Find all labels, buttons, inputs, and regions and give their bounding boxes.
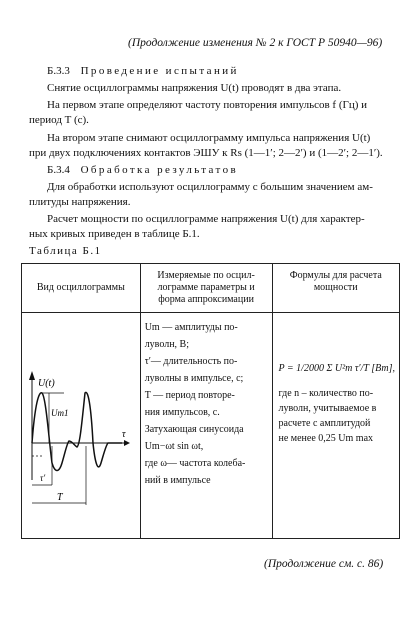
formula-note-line: расчете с амплитудой [278, 418, 371, 429]
formula-note-line: не менее 0,25 Um max [278, 433, 374, 444]
paragraph-2-line-2: период T (с). [29, 114, 89, 126]
section-title: Обработка результатов [80, 164, 239, 176]
section-heading-b33 [47, 64, 239, 78]
param-line: Um — амплитуды по- [144, 322, 238, 333]
section-number: Б.3.4 [47, 164, 70, 176]
paragraph-4-line-1: Для обработки используют осциллограмму с большим значением ам- [47, 181, 373, 193]
param-line: τ′— длительность по- [144, 356, 238, 367]
table-b1 [21, 263, 400, 539]
col3-header [272, 264, 400, 313]
oscillogram-cell [22, 313, 141, 539]
param-line: где ω— частота колеба- [144, 458, 246, 469]
tau-prime-label: τ′ [40, 473, 46, 483]
param-line: луволн, В; [144, 339, 189, 350]
y-axis-arrow [29, 371, 35, 380]
formula-note-line: где n – количество по- [278, 388, 374, 399]
table-caption: Таблица Б.1 [29, 245, 102, 257]
paragraph-2-line-1: На первом этапе определяют частоту повторения импульсов f (Гц) и [47, 99, 368, 111]
formula-cell [272, 313, 400, 539]
parameters-cell [140, 313, 272, 539]
section-heading-b34 [47, 163, 238, 177]
paragraph-3-line-1: На втором этапе снимают осциллограмму импульса напряжения U(t) [47, 132, 371, 144]
x-axis-label: τ [122, 429, 126, 440]
section-title: Проведение испытаний [80, 65, 239, 77]
amplitude-label: Um1 [51, 408, 69, 418]
param-line: ний в импульсе [144, 475, 211, 486]
paragraph-4-line-2: плитуды напряжения. [29, 196, 131, 208]
oscillogram-graph [22, 313, 135, 535]
section-number: Б.3.3 [47, 65, 70, 77]
col2-header [140, 264, 272, 313]
page-header: (Продолжение изменения № 2 к ГОСТ Р 50940—96) [128, 37, 383, 49]
col2-header-line: лограмме параметры и [157, 282, 255, 293]
col3-header-line: мощности [313, 282, 358, 293]
table-header-row [22, 264, 400, 313]
y-axis-label: U(t) [38, 378, 55, 389]
formula-note-line: луволн, учитываемое в [278, 403, 377, 414]
col2-header-line: форма аппроксимации [158, 294, 254, 305]
col2-header-line: Измеряемые по осцил- [157, 270, 255, 281]
paragraph-5-line-1: Расчет мощности по осциллограмме напряжения U(t) для характер- [47, 213, 365, 225]
damped-sine-curve [32, 392, 122, 470]
param-line: T — период повторе- [144, 390, 235, 401]
paragraph-1: Снятие осциллограммы напряжения U(t) проводят в два этапа. [47, 82, 342, 94]
col3-header-line: Формулы для расчета [289, 270, 382, 281]
col1-header: Вид осциллограммы [22, 264, 141, 313]
approximation-formula: Um−ωt sin ωt, [144, 441, 204, 452]
power-formula: P = 1/2000 Σ U²m τ′/T [Вт], [278, 363, 395, 374]
param-line: ния импульсов, с. [144, 407, 220, 418]
param-line: луволны в импульсе, с; [144, 373, 244, 384]
param-line: Затухающая синусоида [144, 424, 244, 435]
x-axis-arrow [124, 440, 130, 446]
paragraph-3-line-2: при двух подключениях контактов ЭШУ к Rs (1—1′; 2—2′) и (1—2′; 2—1′). [29, 147, 383, 159]
period-label: T [57, 492, 63, 503]
table-body-row [22, 313, 400, 539]
paragraph-5-line-2: ных кривых приведен в таблице Б.1. [29, 228, 200, 240]
page-footer: (Продолжение см. с. 86) [264, 558, 384, 570]
